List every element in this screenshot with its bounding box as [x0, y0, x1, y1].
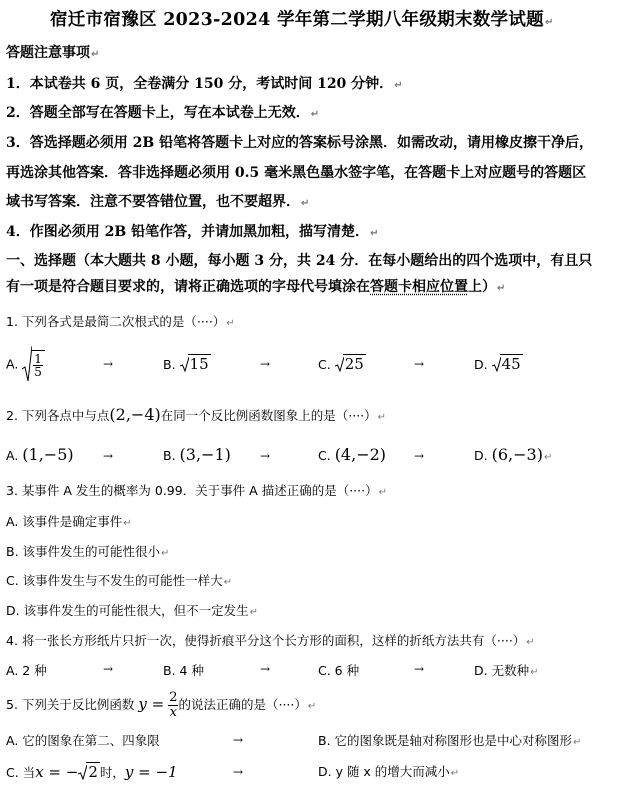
- q5-option-a: [6, 731, 160, 749]
- notice-text: 4．作图必须用 2B 铅笔作答，并请加黑加粗，描写清楚．: [6, 224, 370, 240]
- option-text: B. 4 种: [163, 663, 204, 678]
- question-4-stem: [6, 631, 535, 649]
- return-mark: ↵: [301, 198, 310, 209]
- math-expression: y = −1: [124, 763, 178, 781]
- question-text: 2. 下列各点中与点: [6, 408, 110, 423]
- option-value: (4,−2): [334, 445, 387, 464]
- tab-arrow: →: [260, 357, 271, 371]
- radicand: 15: [189, 355, 209, 373]
- option-text: D. y 随 x 的增大而减小: [318, 764, 450, 779]
- return-mark: ↵: [307, 701, 317, 712]
- return-mark: ↵: [378, 487, 387, 498]
- q3-option-c: [6, 571, 232, 589]
- return-mark: ↵: [497, 283, 506, 294]
- sqrt-symbol: [78, 762, 100, 781]
- function-lhs: y =: [138, 695, 165, 713]
- q5-option-c: [6, 762, 178, 781]
- option-label: A.: [6, 356, 19, 372]
- option-value: (6,−3): [491, 445, 543, 464]
- section-text: 一、选择题（本大题共 8 小题，每小题 3 分，共 24 分．在每小题给出的四个选项中，有且只: [6, 253, 593, 269]
- return-mark: ↵: [573, 737, 582, 748]
- option-label: B.: [163, 357, 176, 372]
- denominator: x: [169, 705, 177, 720]
- q3-option-d: [6, 601, 258, 619]
- notice-text: 域书写答案．注意不要答错位置，也不要超界．: [6, 194, 300, 210]
- return-mark: ↵: [249, 607, 258, 618]
- q1-option-c: [318, 354, 366, 373]
- q4-option-b: [163, 661, 204, 679]
- q1-option-d: [474, 354, 523, 373]
- tab-arrow: →: [233, 733, 244, 747]
- option-label: B.: [163, 448, 176, 463]
- tab-arrow: →: [233, 765, 244, 779]
- q3-option-b: [6, 542, 169, 560]
- q3-option-a: [6, 512, 132, 530]
- denominator: 5: [34, 365, 42, 379]
- return-mark: ↵: [526, 637, 535, 648]
- option-text: D. 无数种: [474, 663, 530, 678]
- q1-option-a: [6, 345, 45, 385]
- radicand: 25: [344, 355, 364, 373]
- notice-3-cont: [6, 162, 586, 182]
- sqrt-symbol: [335, 354, 366, 373]
- return-mark: ↵: [123, 518, 132, 529]
- notice-text: 2．答题全部写在答题卡上，写在本试卷上无效．: [6, 105, 310, 121]
- question-text: 的说法正确的是（····）: [178, 697, 307, 712]
- emphasis-text: 答题卡相应位置: [370, 279, 468, 295]
- option-text: C. 6 种: [318, 663, 360, 678]
- radicand: 45: [501, 355, 521, 373]
- section-header-line2: [6, 276, 505, 296]
- notice-4: [6, 221, 378, 241]
- option-text: C. 该事件发生与不发生的可能性一样大: [6, 573, 223, 588]
- sqrt-symbol: [22, 345, 45, 383]
- return-mark: ↵: [530, 667, 539, 678]
- return-mark: ↵: [91, 49, 100, 60]
- question-text: 在同一个反比例函数图象上的是（····）: [160, 408, 377, 423]
- option-text: B. 它的图象既是轴对称图形也是中心对称图形: [318, 733, 573, 748]
- notice-text: 3．答选择题必须用 2B 铅笔将答题卡上对应的答案标号涂黑．如需改动，请用橡皮擦干净后，: [6, 135, 594, 151]
- return-mark: ↵: [226, 318, 235, 329]
- return-mark: ↵: [377, 412, 387, 423]
- option-value: (1,−5): [22, 445, 74, 464]
- fraction: [168, 691, 178, 720]
- q4-option-c: [318, 661, 359, 679]
- notice-heading: [6, 42, 99, 62]
- section-header-line1: [6, 250, 592, 270]
- return-mark: ↵: [370, 228, 379, 239]
- return-mark: ↵: [544, 17, 554, 28]
- tab-arrow: →: [103, 662, 114, 676]
- tab-arrow: →: [103, 449, 114, 463]
- option-value: (3,−1): [179, 445, 231, 464]
- fraction: [31, 350, 45, 378]
- q4-option-d: [474, 661, 538, 679]
- return-mark: ↵: [161, 548, 170, 559]
- question-3-stem: [6, 481, 387, 499]
- numerator: 2: [169, 690, 178, 705]
- notice-2: [6, 102, 319, 122]
- q4-option-a: [6, 661, 47, 679]
- tab-arrow: →: [414, 357, 425, 371]
- tab-arrow: →: [414, 662, 425, 676]
- question-2-stem: [6, 405, 386, 424]
- question-text: 5. 下列关于反比例函数: [6, 697, 135, 712]
- return-mark: ↵: [450, 768, 460, 779]
- return-mark: ↵: [394, 80, 403, 91]
- question-text: 1. 下列各式是最简二次根式的是（····）: [6, 314, 226, 329]
- option-text: C. 当: [6, 765, 36, 780]
- return-mark: ↵: [223, 577, 233, 588]
- math-expression: x = −: [35, 763, 79, 781]
- option-text: B. 该事件发生的可能性很小: [6, 544, 161, 559]
- tab-arrow: →: [103, 357, 114, 371]
- return-mark: ↵: [310, 109, 320, 120]
- notice-3-end: [6, 191, 309, 211]
- section-text: 上）: [468, 279, 496, 295]
- tab-arrow: →: [260, 662, 271, 676]
- q5-option-b: [318, 731, 581, 749]
- notice-3: [6, 132, 593, 152]
- q2-option-b: [163, 445, 231, 464]
- notice-heading-text: 答题注意事项: [6, 45, 90, 61]
- return-mark: ↵: [543, 452, 553, 463]
- tab-arrow: →: [260, 449, 271, 463]
- q2-option-d: [474, 445, 552, 464]
- option-text: A. 该事件是确定事件: [6, 514, 123, 529]
- option-label: D.: [474, 448, 488, 463]
- notice-text: 再选涂其他答案．答非选择题必须用 0.5 毫米黑色墨水签字笔，在答题卡上对应题号的答题区: [6, 165, 587, 181]
- notice-1: [6, 73, 403, 93]
- question-text: 4. 将一张长方形纸片只折一次，使得折痕平分这个长方形的面积，这样的折纸方法共有（····）: [6, 633, 526, 648]
- sqrt-symbol: [180, 354, 211, 373]
- option-label: D.: [474, 357, 488, 372]
- q1-option-b: [163, 354, 211, 373]
- option-text: A. 2 种: [6, 663, 47, 678]
- radicand: 2: [88, 763, 98, 781]
- point-coordinate: (2,−4): [109, 405, 161, 424]
- sqrt-symbol: [492, 354, 523, 373]
- question-text: 3. 某事件 A 发生的概率为 0.99．关于事件 A 描述正确的是（····）: [6, 483, 378, 498]
- notice-text: 1．本试卷共 6 页，全卷满分 150 分，考试时间 120 分钟．: [6, 76, 394, 92]
- question-5-stem: [6, 687, 316, 721]
- option-text: D. 该事件发生的可能性很大，但不一定发生: [6, 603, 249, 618]
- page-title: [50, 6, 554, 31]
- option-text: A. 它的图象在第二、四象限: [6, 733, 160, 748]
- option-text: 时，: [99, 765, 125, 780]
- tab-arrow: →: [414, 449, 425, 463]
- q2-option-c: [318, 445, 386, 464]
- option-label: C.: [318, 357, 331, 372]
- title-text: 宿迁市宿豫区 2023-2024 学年第二学期八年级期末数学试题: [50, 10, 544, 30]
- option-label: A.: [6, 448, 19, 463]
- q5-option-d: [318, 762, 459, 780]
- q2-option-a: [6, 445, 74, 464]
- option-label: C.: [318, 448, 331, 463]
- question-1-stem: [6, 312, 235, 330]
- section-text: 有一项是符合题目要求的，请将正确选项的字母代号填涂在: [6, 279, 370, 295]
- numerator: 1: [34, 352, 42, 366]
